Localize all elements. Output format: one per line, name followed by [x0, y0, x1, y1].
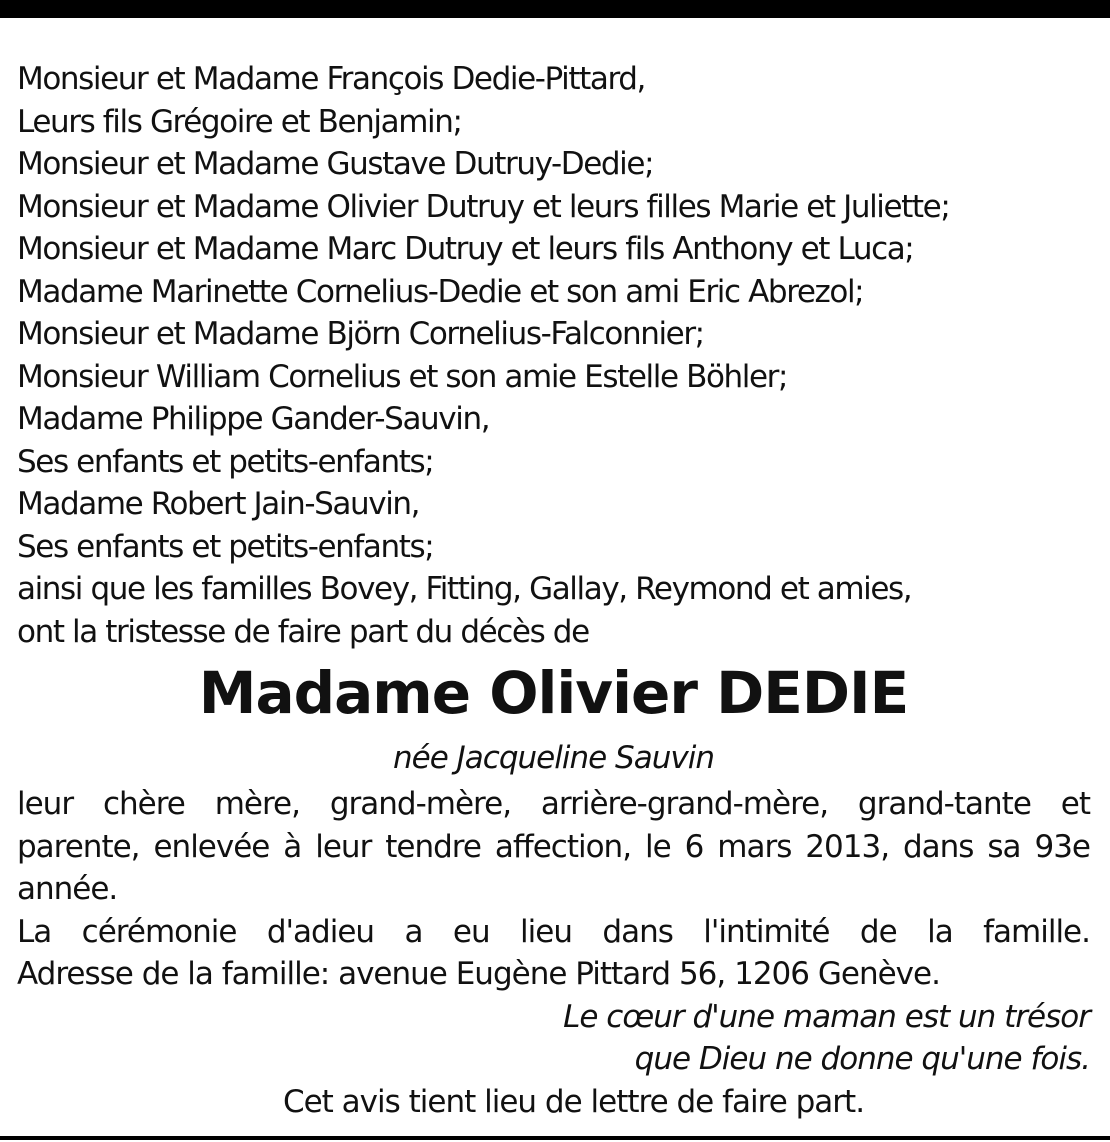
- paragraph-line: année.: [17, 871, 118, 907]
- paragraph-line: leur chère mère, grand-mère, arrière-grand-mère, grand-tante et: [17, 786, 1090, 822]
- ceremony-paragraph: [17, 911, 1090, 996]
- paragraph-line: parente, enlevée à leur tendre affection, le 6 mars 2013, dans sa 93e: [17, 828, 1090, 865]
- top-rule: [0, 0, 1110, 18]
- family-line: Madame Robert Jain-Sauvin,: [17, 486, 420, 522]
- quote-line: Le cœur d'une maman est un trésor: [563, 998, 1090, 1035]
- paragraph-line: La cérémonie d'adieu a eu lieu dans l'intimité de la famille.: [17, 913, 1090, 950]
- paragraph-line: Adresse de la famille: avenue Eugène Pittard 56, 1206 Genève.: [17, 956, 940, 992]
- family-line: Monsieur et Madame Marc Dutruy et leurs fils Anthony et Luca;: [17, 231, 914, 267]
- family-line: Monsieur William Cornelius et son amie Estelle Böhler;: [17, 358, 788, 395]
- maiden-name: née Jacqueline Sauvin: [393, 740, 714, 776]
- family-line: Ses enfants et petits-enfants;: [17, 528, 434, 565]
- quote-line: que Dieu ne donne qu'une fois.: [634, 1041, 1090, 1077]
- family-line: Monsieur et Madame Björn Cornelius-Falconnier;: [17, 316, 704, 352]
- family-line: ont la tristesse de faire part du décès de: [17, 613, 589, 650]
- family-line: Ses enfants et petits-enfants;: [17, 443, 434, 480]
- announcement-paragraph: [17, 783, 1090, 911]
- family-line: Monsieur et Madame Gustave Dutruy-Dedie;: [17, 146, 654, 182]
- family-list: [17, 58, 1090, 653]
- family-line: ainsi que les familles Bovey, Fitting, Gallay, Reymond et amies,: [17, 571, 912, 607]
- notice-content: [17, 58, 1090, 1123]
- family-line: Monsieur et Madame Olivier Dutruy et leurs filles Marie et Juliette;: [17, 188, 950, 225]
- family-line: Madame Philippe Gander-Sauvin,: [17, 401, 490, 437]
- family-line: Madame Marinette Cornelius-Dedie et son ami Eric Abrezol;: [17, 273, 864, 310]
- bottom-rule: [0, 1136, 1110, 1140]
- family-line: Leurs fils Grégoire et Benjamin;: [17, 103, 462, 140]
- family-line: Monsieur et Madame François Dedie-Pittard,: [17, 61, 646, 97]
- deceased-name: Madame Olivier DEDIE: [198, 659, 909, 727]
- closing-note: Cet avis tient lieu de lettre de faire part.: [282, 1083, 865, 1120]
- memorial-quote: [17, 996, 1090, 1081]
